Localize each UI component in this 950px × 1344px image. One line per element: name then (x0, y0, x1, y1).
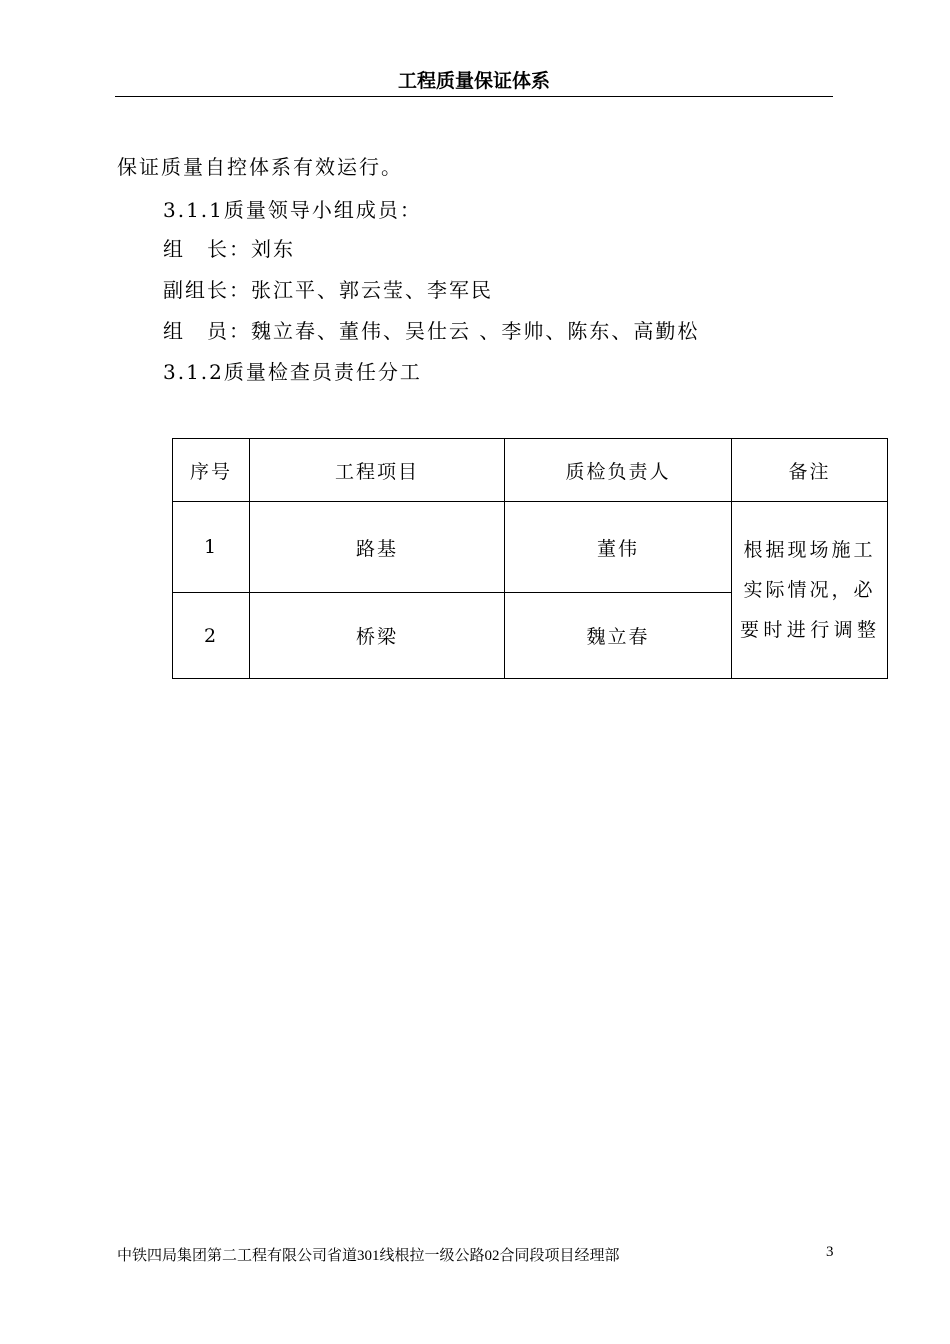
row-number-cell: 2 (173, 593, 250, 679)
remarks-cell: 根据现场施工实际情况，必要时进行调整 (732, 502, 888, 679)
table-row (173, 502, 888, 593)
header-cell-project: 工程项目 (250, 439, 505, 502)
section-3-1-2-heading: 3.1.2质量检查员责任分工 (163, 360, 422, 384)
row-project-cell: 桥梁 (250, 593, 505, 679)
row-inspector-cell: 魏立春 (505, 593, 732, 679)
intro-paragraph: 保证质量自控体系有效运行。 (117, 155, 403, 179)
vice-leader-line: 副组长：张江平、郭云莹、李军民 (163, 278, 493, 302)
header-cell-number: 序号 (173, 439, 250, 502)
row-project-cell: 路基 (250, 502, 505, 593)
table-header-row (173, 439, 888, 502)
page-header-title: 工程质量保证体系 (115, 66, 833, 97)
header-cell-inspector: 质检负责人 (505, 439, 732, 502)
row-inspector-cell: 董伟 (505, 502, 732, 593)
members-line: 组 员：魏立春、董伟、吴仕云 、李帅、陈东、高勤松 (163, 319, 700, 343)
section-3-1-1-heading: 3.1.1质量领导小组成员： (163, 198, 422, 222)
header-cell-remarks: 备注 (732, 439, 888, 502)
row-number-cell: 1 (173, 502, 250, 593)
page-number: 3 (826, 1244, 834, 1260)
group-leader-line: 组 长：刘东 (163, 237, 295, 261)
page-footer-organization: 中铁四局集团第二工程有限公司省道301线根拉一级公路02合同段项目经理部 (117, 1248, 620, 1264)
inspector-assignment-table (172, 438, 888, 679)
